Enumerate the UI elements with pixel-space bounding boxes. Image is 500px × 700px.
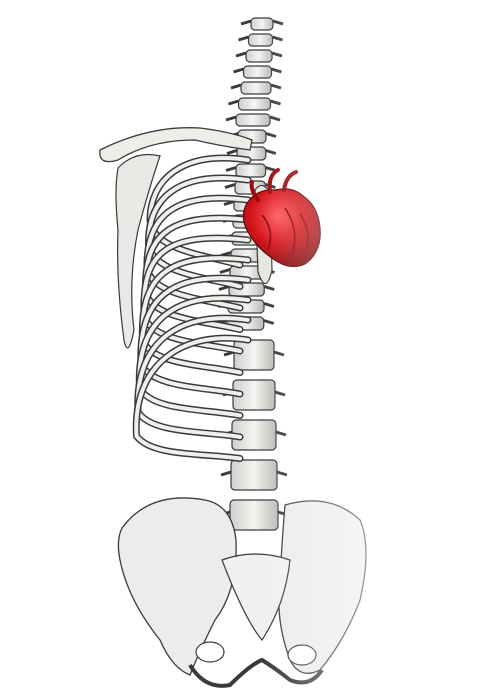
obturator-left	[196, 642, 224, 662]
right-fade	[260, 0, 500, 700]
